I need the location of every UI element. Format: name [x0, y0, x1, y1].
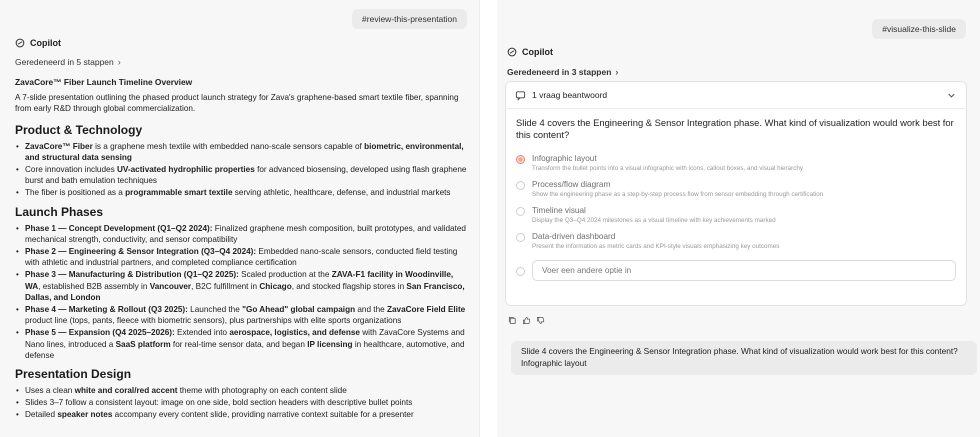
option-description: Display the Q3–Q4 2024 milestones as a visual timeline with key achievements marked [532, 217, 776, 224]
user-answer-bubble [511, 341, 977, 375]
answer-choice: Infographic layout [521, 357, 587, 368]
questions-answered-label: 1 vraag beantwoord [532, 90, 608, 100]
copilot-label: Copilot [522, 47, 553, 57]
option-title: Timeline visual [532, 206, 586, 215]
reasoning-steps-toggle[interactable] [507, 67, 618, 77]
thumbs-down-icon[interactable] [536, 316, 545, 325]
radio-unselected[interactable] [516, 233, 525, 242]
reasoning-steps-label: Geredeneerd in 5 stappen [15, 57, 114, 67]
radio-selected[interactable] [516, 155, 525, 164]
question-card-header[interactable] [506, 82, 966, 109]
design-list [15, 385, 470, 421]
list-item: • Detailed speaker notes accompany every content slide, providing narrative context suitable for a presenter [15, 409, 470, 420]
answer-intro: A 7-slide presentation outlining the phased product launch strategy for Zava's graphene-based smart textile fiber, spanning from early R&D through global commercialization. [15, 93, 459, 114]
option-dashboard[interactable] [506, 232, 966, 251]
product-list [15, 141, 470, 199]
answer-title: ZavaCore™ Fiber Launch Timeline Overview [15, 77, 193, 87]
list-item: • Uses a clean white and coral/red accent theme with photography on each content slide [15, 385, 470, 396]
chevron-right-icon: › [117, 57, 121, 67]
list-item: • Phase 1 — Concept Development (Q1–Q2 2024): Finalized graphene mesh composition, built prototypes, and validated mechanical strength, conductivity, and sensor compatibility [15, 223, 470, 245]
other-option-row [506, 260, 966, 281]
section-heading-phases: Launch Phases [15, 204, 104, 219]
list-item: • Phase 3 — Manufacturing & Distribution (Q1–Q2 2025): Scaled production at the ZAVA-F1 facility in Woodinville, WA, established B2B assembly in Vancouver, B2C fulfillment in Chicago, and stocked flagship stores in San Francisco, Dallas, and London [15, 269, 470, 303]
option-infographic[interactable] [506, 154, 966, 173]
option-title: Infographic layout [532, 154, 597, 163]
chevron-down-icon[interactable] [946, 90, 957, 101]
copy-icon[interactable] [508, 316, 517, 325]
copilot-icon [507, 47, 517, 57]
reasoning-steps-toggle[interactable] [15, 57, 121, 67]
option-timeline[interactable] [506, 206, 966, 225]
user-prompt-chip: #visualize-this-slide [872, 19, 966, 39]
copilot-brand [15, 38, 61, 48]
radio-unselected[interactable] [516, 267, 525, 276]
option-title: Process/flow diagram [532, 180, 611, 189]
question-text: Slide 4 covers the Engineering & Sensor Integration phase. What kind of visualization would work best for this content? [516, 117, 954, 140]
thumbs-up-icon[interactable] [522, 316, 531, 325]
list-item: • Phase 5 — Expansion (Q4 2025–2026): Extended into aerospace, logistics, and defense with ZavaCore Systems and Nano lines, introduced a SaaS platform for real-time sensor data, and began IP licensing in healthcare, automotive, and defense [15, 327, 470, 361]
right-panel [497, 0, 980, 437]
list-item: • Phase 4 — Marketing & Rollout (Q3 2025): Launched the "Go Ahead" global campaign and the ZavaCore Field Elite product line (tops, pants, fleece with biometric sensors), plus partnerships with elite sports organizations [15, 304, 470, 326]
radio-unselected[interactable] [516, 207, 525, 216]
option-title: Data-driven dashboard [532, 232, 616, 241]
copilot-label: Copilot [30, 38, 61, 48]
chevron-right-icon: › [615, 67, 619, 77]
list-item: • Core innovation includes UV-activated hydrophilic properties for advanced biosensing, developed using flash graphene burst and bath emulation techniques [15, 164, 470, 186]
option-description: Show the engineering phase as a step-by-step process flow from sensor embedding through certification [532, 191, 824, 198]
message-actions [508, 316, 545, 325]
section-heading-product: Product & Technology [15, 122, 143, 137]
question-card [505, 81, 967, 306]
chat-question-icon [515, 90, 526, 101]
list-item: • Slides 3–7 follow a consistent layout: image on one side, bold section headers with descriptive bullet points [15, 397, 470, 408]
other-option-input[interactable] [532, 260, 956, 281]
left-panel [0, 0, 480, 437]
copilot-icon [15, 38, 25, 48]
option-description: Transform the bullet points into a visual infographic with icons, callout boxes, and visual hierarchy [532, 165, 804, 172]
list-item: • The fiber is positioned as a programmable smart textile serving athletic, healthcare, defense, and industrial markets [15, 187, 470, 198]
user-prompt-chip: #review-this-presentation [352, 9, 467, 29]
copilot-answer [15, 77, 470, 422]
copilot-brand [507, 47, 553, 57]
list-item: • Phase 2 — Engineering & Sensor Integration (Q3–Q4 2024): Embedded nano-scale sensors, conducted field testing with athletic and industrial partners, and completed compliance certification [15, 246, 470, 268]
section-heading-design: Presentation Design [15, 367, 132, 382]
option-process-flow[interactable] [506, 180, 966, 199]
reasoning-steps-label: Geredeneerd in 3 stappen [507, 67, 612, 77]
radio-unselected[interactable] [516, 181, 525, 190]
answer-question-echo: Slide 4 covers the Engineering & Sensor Integration phase. What kind of visualization would work best for this content? [521, 346, 958, 356]
phases-list [15, 223, 470, 361]
list-item: • ZavaCore™ Fiber is a graphene mesh textile with embedded nano-scale sensors capable of biometric, environmental, and structural data sensing [15, 141, 470, 163]
option-description: Present the information as metric cards and KPI-style visuals emphasizing key outcomes [532, 243, 780, 250]
